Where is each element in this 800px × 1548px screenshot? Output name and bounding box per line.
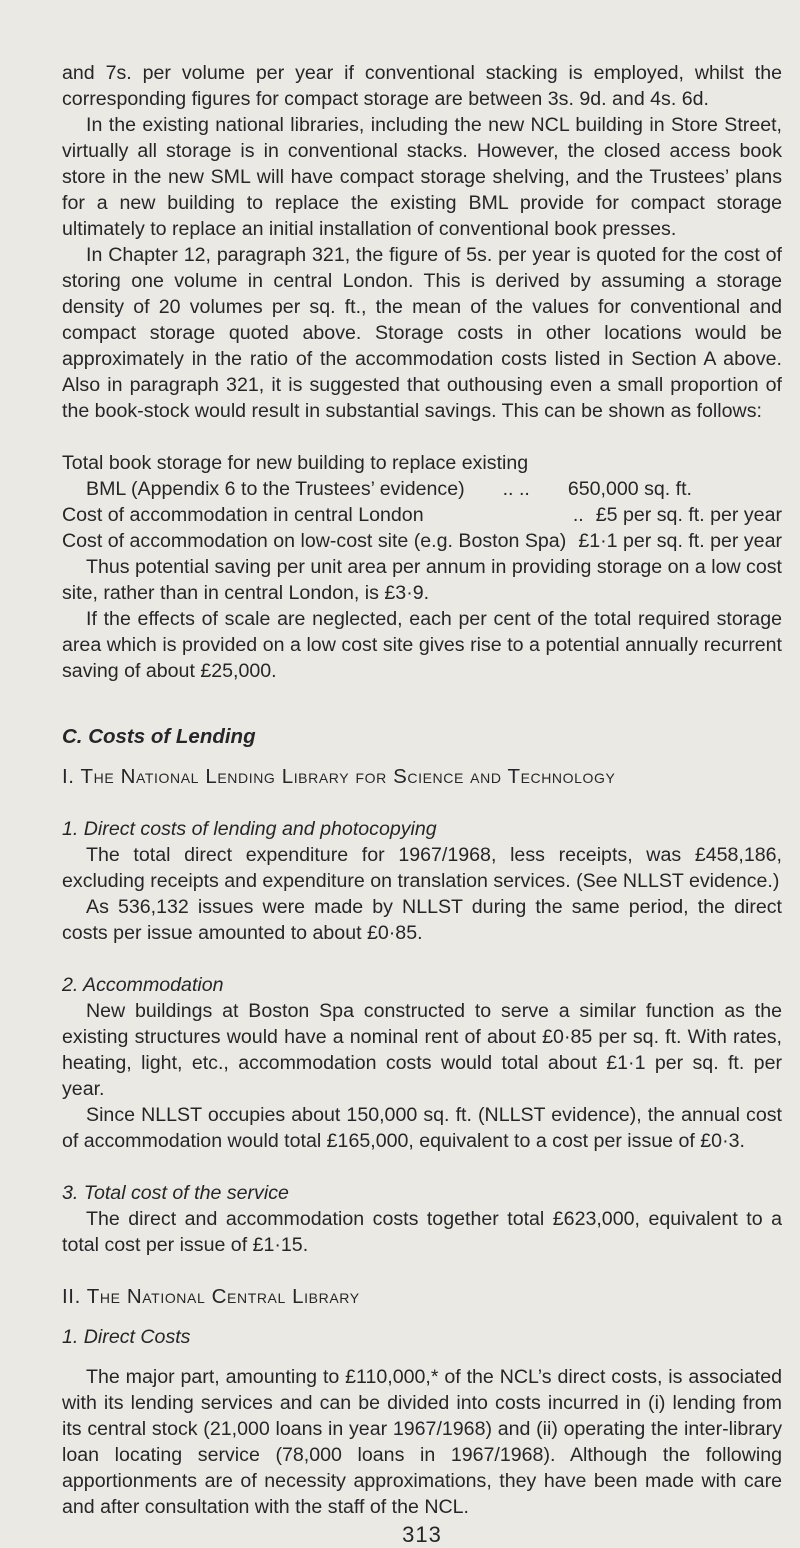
subsection-1-heading: 1. Direct costs of lending and photocopying [62, 818, 437, 840]
paragraph-continuation: and 7s. per volume per year if conventional stacking is employed, whilst the corresponding figures for compact storage are between 3s. 9d. and 4s. 6d. [62, 62, 782, 110]
storage-cost-table [62, 450, 782, 554]
subsection-2-para-2: Since NLLST occupies about 150,000 sq. ft. (NLLST evidence), the annual cost of accommodation would total £165,000, equivalent to a cost per issue of £0·3. [62, 1104, 782, 1152]
section-c-heading: C. Costs of Lending [62, 725, 256, 748]
subsection-3-heading: 3. Total cost of the service [62, 1182, 289, 1204]
table-row-1 [62, 476, 782, 502]
paragraph-effects-of-scale: If the effects of scale are neglected, each per cent of the total required storage area which is provided on a low cost site gives rise to a potential annually recurrent saving of about £25,000. [62, 608, 782, 682]
part-2-subsection-1-heading: 1. Direct Costs [62, 1326, 191, 1348]
table-row-1-label: BML (Appendix 6 to the Trustees’ evidence) [86, 478, 465, 500]
table-row-3 [62, 528, 782, 554]
paragraph-existing-libraries: In the existing national libraries, including the new NCL building in Store Street, virtually all storage is in conventional stacks. However, the closed access book store in the new SML will have compact storage shelving, and the Trustees’ plans for a new building to replace the existing BML provide for compact storage ultimately to replace an initial installation of conventional book presses. [62, 114, 782, 240]
subsection-1-para-2: As 536,132 issues were made by NLLST during the same period, the direct costs per issue amounted to about £0·85. [62, 896, 782, 944]
part-2-heading: II. The National Central Library [62, 1285, 360, 1308]
paragraph-potential-saving: Thus potential saving per unit area per annum in providing storage on a low cost site, rather than in central London, is £3·9. [62, 556, 782, 604]
table-row-1-value: 650,000 sq. ft. [567, 478, 692, 500]
subsection-3-para-1: The direct and accommodation costs together total £623,000, equivalent to a total cost per issue of £1·15. [62, 1208, 782, 1256]
subsection-2-para-1: New buildings at Boston Spa constructed to serve a similar function as the existing structures would have a nominal rent of about £0·85 per sq. ft. With rates, heating, light, etc., accommodation costs would total about £1·1 per sq. ft. per year. [62, 1000, 782, 1100]
table-row-1-dots: .. .. [502, 478, 530, 500]
table-row-2-label: Cost of accommodation in central London [62, 504, 424, 526]
table-row-2-value: £5 per sq. ft. per year [595, 504, 782, 526]
subsection-1-para-1: The total direct expenditure for 1967/1968, less receipts, was £458,186, excluding receipts and expenditure on translation services. (See NLLST evidence.) [62, 844, 782, 892]
part-1-heading: I. The National Lending Library for Science and Technology [62, 765, 616, 788]
page-number: 313 [402, 1522, 442, 1547]
table-row-3-value: £1·1 per sq. ft. per year [578, 530, 782, 552]
table-row-1-line-1: Total book storage for new building to replace existing [62, 452, 529, 474]
part-2-para-1: The major part, amounting to £110,000,* of the NCL’s direct costs, is associated with its lending services and can be divided into costs incurred in (i) lending from its central stock (21,000 loans in year 1967/1968) and (ii) operating the inter-library loan locating service (78,000 loans in 1967/1968). Although the following apportionments are of necessity approximations, they have been made with care and after consultation with the staff of the NCL. [62, 1366, 782, 1518]
table-row-2-dots: .. [572, 504, 584, 526]
table-row-3-label: Cost of accommodation on low-cost site (e.g. Boston Spa) [62, 530, 567, 552]
table-row-2 [62, 502, 782, 528]
subsection-2-heading: 2. Accommodation [62, 974, 224, 996]
paragraph-chapter-12: In Chapter 12, paragraph 321, the figure of 5s. per year is quoted for the cost of storing one volume in central London. This is derived by assuming a storage density of 20 volumes per sq. ft., the mean of the values for conventional and compact storage quoted above. Storage costs in other locations would be approximately in the ratio of the accommodation costs listed in Section A above. Also in paragraph 321, it is suggested that outhousing even a small proportion of the book-stock would result in substantial savings. This can be shown as follows: [62, 244, 782, 422]
